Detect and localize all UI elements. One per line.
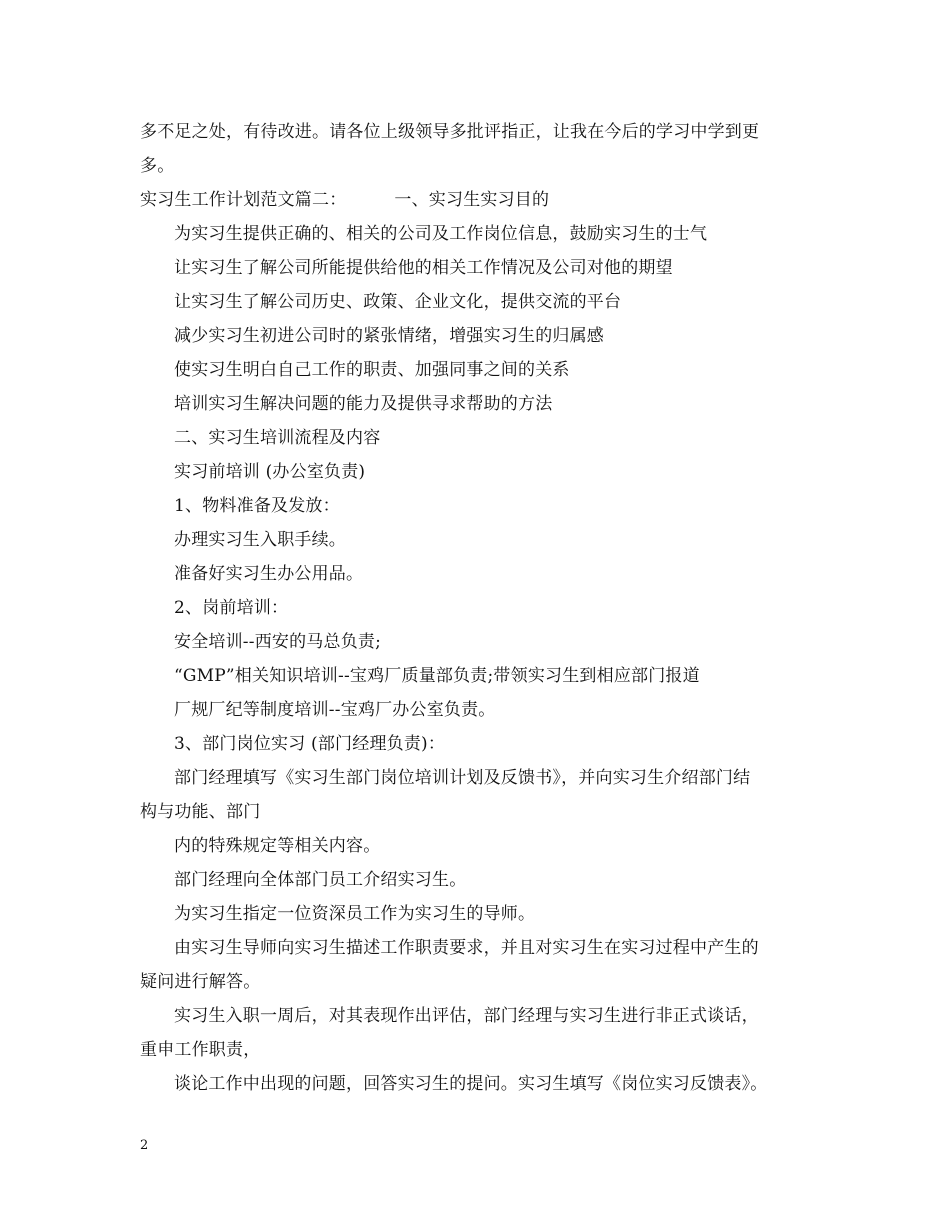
text-line: 准备好实习生办公用品。 xyxy=(174,564,364,584)
text-line: 多不足之处，有待改进。请各位上级领导多批评指正，让我在今后的学习中学到更 xyxy=(140,122,760,142)
text-line: 3、部门岗位实习 (部门经理负责)： xyxy=(174,734,446,754)
text-line: 安全培训--西安的马总负责; xyxy=(174,632,382,652)
text-line: 让实习生了解公司所能提供给他的相关工作情况及公司对他的期望 xyxy=(174,258,673,278)
section-heading: 二、实习生培训流程及内容 xyxy=(174,428,381,448)
text-line: 多。 xyxy=(140,156,175,176)
text-line: 培训实习生解决问题的能力及提供寻求帮助的方法 xyxy=(174,394,553,414)
text-line: 部门经理填写《实习生部门岗位培训计划及反馈书》，并向实习生介绍部门结 xyxy=(174,768,751,788)
article-title: 实习生工作计划范文篇二： xyxy=(140,190,347,210)
text-line: 部门经理向全体部门员工介绍实习生。 xyxy=(174,870,467,890)
text-line: 构与功能、部门 xyxy=(140,802,261,822)
text-line: 厂规厂纪等制度培训--宝鸡厂办公室负责。 xyxy=(174,700,496,720)
text-line: 由实习生导师向实习生描述工作职责要求，并且对实习生在实习过程中产生的 xyxy=(174,938,759,958)
page-number: 2 xyxy=(140,1138,149,1153)
text-line: 2、岗前培训： xyxy=(174,598,289,618)
text-line: 1、物料准备及发放： xyxy=(174,496,340,516)
section-heading: 一、实习生实习目的 xyxy=(394,190,550,210)
text-line: 为实习生指定一位资深员工作为实习生的导师。 xyxy=(174,904,536,924)
section-title-line xyxy=(140,183,820,217)
text-line: 重申工作职责， xyxy=(140,1040,261,1060)
text-line: 使实习生明白自己工作的职责、加强同事之间的关系 xyxy=(174,360,570,380)
text-line: 为实习生提供正确的、相关的公司及工作岗位信息，鼓励实习生的士气 xyxy=(174,224,708,244)
text-line: 减少实习生初进公司时的紧张情绪，增强实习生的归属感 xyxy=(174,326,604,346)
text-line: “GMP”相关知识培训--宝鸡厂质量部负责;带领实习生到相应部门报道 xyxy=(174,666,700,686)
document-body xyxy=(140,115,820,1101)
text-line: 让实习生了解公司历史、政策、企业文化，提供交流的平台 xyxy=(174,292,622,312)
text-line: 实习生入职一周后，对其表现作出评估，部门经理与实习生进行非正式谈话， xyxy=(174,1006,759,1026)
text-line: 实习前培训 (办公室负责) xyxy=(174,462,366,482)
text-line: 疑问进行解答。 xyxy=(140,972,261,992)
text-line: 办理实习生入职手续。 xyxy=(174,530,346,550)
text-line: 内的特殊规定等相关内容。 xyxy=(174,836,381,856)
text-line: 谈论工作中出现的问题，回答实习生的提问。实习生填写《岗位实习反馈表》。 xyxy=(174,1074,768,1094)
